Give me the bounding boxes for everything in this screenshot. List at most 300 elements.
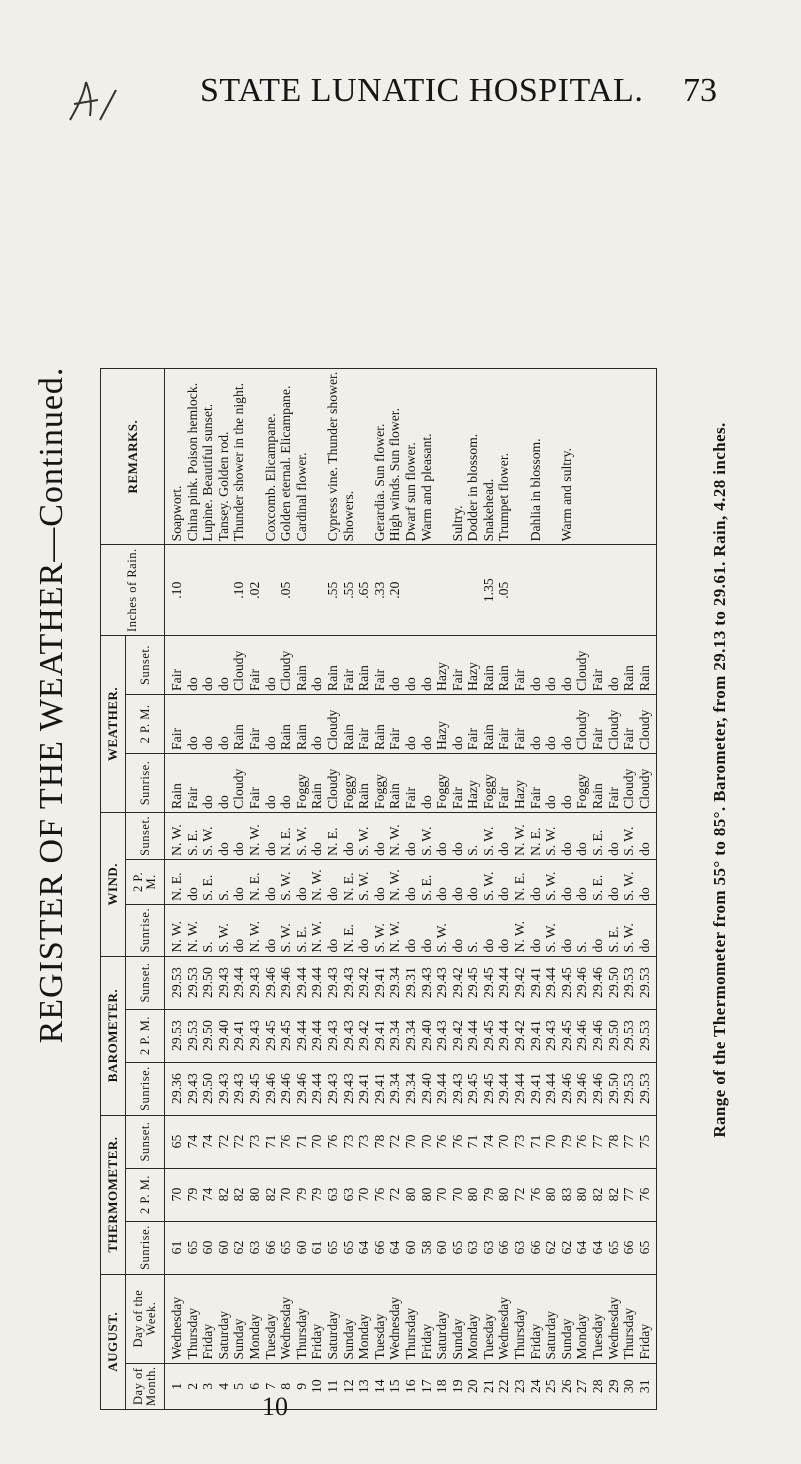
barometer-sunrise-cell: 29.43 [325, 1062, 341, 1115]
barometer-2pm-cell: 29.42 [356, 1009, 372, 1062]
barometer-sunset-cell: 29.42 [450, 956, 466, 1009]
day-of-month-cell: 11 [325, 1363, 341, 1409]
day-of-month-cell: 7 [263, 1363, 279, 1409]
weather-sunset-cell: do [403, 635, 419, 694]
thermometer-2pm-cell: 82 [231, 1168, 247, 1221]
barometer-sunrise-cell: 29.43 [185, 1062, 201, 1115]
day-of-week-cell: Sunday [450, 1274, 466, 1363]
barometer-2pm-cell: 29.42 [512, 1009, 528, 1062]
remarks-cell: Trumpet flower. [496, 368, 512, 545]
barometer-sunrise-cell: 29.46 [294, 1062, 310, 1115]
weather-sunrise-cell: Foggy [294, 753, 310, 812]
day-of-week-cell: Saturday [325, 1274, 341, 1363]
weather-sunset-cell: do [559, 635, 575, 694]
remarks-cell: Thunder shower in the night. [231, 368, 247, 545]
thermometer-sunrise-cell: 60 [216, 1221, 232, 1274]
day-of-month-cell: 18 [434, 1363, 450, 1409]
barometer-sunset-cell: 29.31 [403, 956, 419, 1009]
barometer-sunrise-cell: 29.53 [637, 1062, 657, 1115]
wind-2pm-cell: do [325, 859, 341, 904]
handwritten-mark-icon [64, 76, 124, 128]
register-rows [165, 368, 657, 1409]
barometer-sunset-cell: 29.43 [216, 956, 232, 1009]
rain-cell: .02 [247, 545, 263, 636]
weather-sunrise-cell: Hazy [512, 753, 528, 812]
weather-2pm-cell: do [543, 694, 559, 753]
thermometer-sunrise-cell: 61 [165, 1221, 185, 1274]
thermometer-sunrise-cell: 63 [465, 1221, 481, 1274]
wind-2pm-cell: do [465, 859, 481, 904]
range-summary-text: Range of the Thermometer from 55° to 85°. Barometer, from 29.13 to 29.61. Rain, 4.28 inches. [710, 422, 729, 1138]
barometer-sunset-cell: 29.45 [559, 956, 575, 1009]
thermometer-sunrise-cell: 60 [434, 1221, 450, 1274]
weather-2pm-cell: Rain [278, 694, 294, 753]
weather-heading: WEATHER. [101, 635, 126, 812]
thermometer-sunrise-cell: 62 [559, 1221, 575, 1274]
weather-sunset-cell: do [606, 635, 622, 694]
barometer-sunrise-cell: 29.44 [309, 1062, 325, 1115]
register-title-text: REGISTER OF THE WEATHER—Continued. [33, 366, 70, 1044]
day-of-week-cell: Wednesday [387, 1274, 403, 1363]
remarks-cell: Showers. [341, 368, 357, 545]
barometer-sunrise-cell: 29.43 [341, 1062, 357, 1115]
day-of-month-cell: 25 [543, 1363, 559, 1409]
thermometer-sunset-cell: 74 [200, 1115, 216, 1168]
barometer-sunrise-cell: 29.34 [403, 1062, 419, 1115]
thermometer-sunrise-cell: 65 [278, 1221, 294, 1274]
day-of-week-cell: Wednesday [278, 1274, 294, 1363]
wind-sunset-cell: do [231, 812, 247, 859]
day-of-week-cell: Tuesday [590, 1274, 606, 1363]
thermometer-sunset-cell: 76 [278, 1115, 294, 1168]
rain-cell: .05 [278, 545, 294, 636]
table-row [512, 368, 528, 1409]
wind-sunset-cell: N. E. [528, 812, 544, 859]
rain-cell [419, 545, 435, 636]
remarks-cell: Warm and pleasant. [419, 368, 435, 545]
table-row [528, 368, 544, 1409]
barometer-sunset-cell: 29.50 [200, 956, 216, 1009]
barometer-sunrise-cell: 29.41 [356, 1062, 372, 1115]
thermometer-2pm-cell: 83 [559, 1168, 575, 1221]
wind-2pm-cell: do [403, 859, 419, 904]
weather-2pm-cell: Fair [512, 694, 528, 753]
remarks-cell [434, 368, 450, 545]
weather-2pm-cell: do [200, 694, 216, 753]
day-of-month-cell: 21 [481, 1363, 497, 1409]
weather-sunset-cell: do [543, 635, 559, 694]
wind-2pm-cell: S. E. [419, 859, 435, 904]
weather-sunset-cell: Rain [325, 635, 341, 694]
thermometer-2pm-cell: 80 [403, 1168, 419, 1221]
rain-cell: .55 [341, 545, 357, 636]
remarks-cell [590, 368, 606, 545]
barometer-2pm-cell: 29.44 [465, 1009, 481, 1062]
thermometer-sunrise-heading: Sunrise. [126, 1221, 165, 1274]
thermometer-sunrise-cell: 66 [528, 1221, 544, 1274]
barometer-2pm-cell: 29.44 [309, 1009, 325, 1062]
wind-sunset-cell: do [434, 812, 450, 859]
day-of-month-cell: 26 [559, 1363, 575, 1409]
weather-sunrise-cell: Foggy [341, 753, 357, 812]
thermometer-sunrise-cell: 64 [356, 1221, 372, 1274]
barometer-sunset-cell: 29.43 [325, 956, 341, 1009]
day-of-month-cell: 13 [356, 1363, 372, 1409]
wind-sunset-cell: S. E. [590, 812, 606, 859]
wind-sunrise-heading: Sunrise. [126, 904, 165, 956]
thermometer-sunrise-cell: 66 [496, 1221, 512, 1274]
weather-2pm-cell: Rain [294, 694, 310, 753]
weather-2pm-cell: Fair [496, 694, 512, 753]
rain-cell: .33 [372, 545, 388, 636]
wind-sunrise-cell: S. [465, 904, 481, 956]
barometer-2pm-cell: 29.45 [481, 1009, 497, 1062]
barometer-sunset-cell: 29.53 [165, 956, 185, 1009]
wind-sunset-cell: do [637, 812, 657, 859]
weather-sunset-heading: Sunset. [126, 635, 165, 694]
wind-2pm-cell: do [450, 859, 466, 904]
table-row [294, 368, 310, 1409]
table-row [450, 368, 466, 1409]
weather-sunrise-cell: Foggy [372, 753, 388, 812]
wind-2pm-cell: N. E. [165, 859, 185, 904]
thermometer-sunrise-cell: 62 [231, 1221, 247, 1274]
thermometer-sunset-cell: 76 [434, 1115, 450, 1168]
barometer-sunset-cell: 29.53 [185, 956, 201, 1009]
day-of-week-cell: Friday [528, 1274, 544, 1363]
thermometer-2pm-cell: 80 [496, 1168, 512, 1221]
thermometer-2pm-cell: 82 [216, 1168, 232, 1221]
day-of-month-cell: 20 [465, 1363, 481, 1409]
barometer-sunrise-cell: 29.44 [434, 1062, 450, 1115]
thermometer-sunrise-cell: 63 [481, 1221, 497, 1274]
barometer-2pm-cell: 29.45 [263, 1009, 279, 1062]
weather-2pm-cell: Rain [341, 694, 357, 753]
wind-sunrise-cell: do [419, 904, 435, 956]
day-of-month-cell: 3 [200, 1363, 216, 1409]
day-of-week-cell: Monday [247, 1274, 263, 1363]
wind-sunrise-cell: do [496, 904, 512, 956]
weather-2pm-cell: Fair [247, 694, 263, 753]
table-row [387, 368, 403, 1409]
thermometer-2pm-cell: 80 [465, 1168, 481, 1221]
wind-sunrise-cell: S. [200, 904, 216, 956]
weather-2pm-cell: Rain [372, 694, 388, 753]
remarks-cell: Dahlia in blossom. [528, 368, 544, 545]
thermometer-sunset-cell: 72 [387, 1115, 403, 1168]
day-of-month-cell: 1 [165, 1363, 185, 1409]
wind-2pm-cell: S. W. [356, 859, 372, 904]
barometer-2pm-cell: 29.43 [341, 1009, 357, 1062]
barometer-sunrise-cell: 29.53 [621, 1062, 637, 1115]
remarks-cell: China pink. Poison hemlock. [185, 368, 201, 545]
thermometer-sunset-cell: 70 [403, 1115, 419, 1168]
barometer-sunset-cell: 29.45 [465, 956, 481, 1009]
day-of-week-cell: Friday [309, 1274, 325, 1363]
thermometer-2pm-cell: 63 [325, 1168, 341, 1221]
range-summary [700, 150, 740, 1410]
table-row [247, 368, 263, 1409]
thermometer-sunrise-cell: 64 [590, 1221, 606, 1274]
table-row [434, 368, 450, 1409]
table-row [231, 368, 247, 1409]
rain-cell [637, 545, 657, 636]
wind-2pm-cell: N. E. [247, 859, 263, 904]
barometer-sunset-cell: 29.43 [419, 956, 435, 1009]
thermometer-sunrise-cell: 60 [403, 1221, 419, 1274]
day-of-week-cell: Thursday [294, 1274, 310, 1363]
day-of-month-cell: 27 [574, 1363, 590, 1409]
rain-cell [606, 545, 622, 636]
wind-sunset-cell: S. E. [185, 812, 201, 859]
table-row [481, 368, 497, 1409]
barometer-sunrise-cell: 29.46 [559, 1062, 575, 1115]
barometer-2pm-cell: 29.53 [185, 1009, 201, 1062]
wind-2pm-cell: do [496, 859, 512, 904]
thermometer-sunset-cell: 73 [512, 1115, 528, 1168]
thermometer-sunset-cell: 70 [543, 1115, 559, 1168]
weather-2pm-cell: do [419, 694, 435, 753]
remarks-cell [543, 368, 559, 545]
wind-2pm-cell: N. E. [512, 859, 528, 904]
table-row [559, 368, 575, 1409]
wind-sunrise-cell: S. E. [294, 904, 310, 956]
remarks-cell [247, 368, 263, 545]
barometer-sunrise-cell: 29.34 [387, 1062, 403, 1115]
barometer-sunset-cell: 29.43 [247, 956, 263, 1009]
wind-sunset-cell: do [341, 812, 357, 859]
weather-sunrise-cell: Cloudy [231, 753, 247, 812]
wind-sunset-cell: do [263, 812, 279, 859]
weather-sunset-cell: Rain [294, 635, 310, 694]
rain-cell [574, 545, 590, 636]
thermometer-sunset-cell: 72 [231, 1115, 247, 1168]
wind-2pm-cell: S. E. [590, 859, 606, 904]
barometer-sunset-cell: 29.50 [606, 956, 622, 1009]
remarks-cell [621, 368, 637, 545]
thermometer-sunrise-cell: 65 [185, 1221, 201, 1274]
rain-cell [309, 545, 325, 636]
barometer-2pm-cell: 29.43 [325, 1009, 341, 1062]
day-of-month-cell: 6 [247, 1363, 263, 1409]
weather-sunrise-cell: Cloudy [621, 753, 637, 812]
barometer-sunrise-cell: 29.41 [372, 1062, 388, 1115]
weather-sunrise-cell: do [200, 753, 216, 812]
wind-sunset-cell: N. W. [165, 812, 185, 859]
wind-sunset-cell: N. W. [512, 812, 528, 859]
weather-sunset-cell: do [200, 635, 216, 694]
weather-sunset-cell: Fair [341, 635, 357, 694]
wind-sunset-cell: S. W. [481, 812, 497, 859]
rain-cell [216, 545, 232, 636]
thermometer-sunset-cell: 76 [325, 1115, 341, 1168]
table-row [185, 368, 201, 1409]
weather-sunset-cell: Fair [247, 635, 263, 694]
barometer-sunset-cell: 29.44 [231, 956, 247, 1009]
rain-cell: .10 [165, 545, 185, 636]
wind-sunset-cell: N. E. [278, 812, 294, 859]
thermometer-sunrise-cell: 60 [294, 1221, 310, 1274]
weather-sunset-cell: Fair [450, 635, 466, 694]
barometer-2pm-cell: 29.46 [590, 1009, 606, 1062]
remarks-cell: Gerardia. Sun flower. [372, 368, 388, 545]
barometer-2pm-cell: 29.40 [216, 1009, 232, 1062]
wind-2pm-cell: do [231, 859, 247, 904]
thermometer-2pm-cell: 82 [606, 1168, 622, 1221]
barometer-2pm-cell: 29.41 [231, 1009, 247, 1062]
thermometer-sunset-cell: 71 [263, 1115, 279, 1168]
wind-sunset-cell: do [309, 812, 325, 859]
barometer-sunset-cell: 29.42 [356, 956, 372, 1009]
thermometer-2pm-cell: 80 [247, 1168, 263, 1221]
weather-sunrise-cell: Cloudy [325, 753, 341, 812]
thermometer-2pm-cell: 79 [185, 1168, 201, 1221]
thermometer-2pm-cell: 80 [419, 1168, 435, 1221]
weather-2pm-cell: Rain [481, 694, 497, 753]
barometer-sunset-heading: Sunset. [126, 956, 165, 1009]
wind-sunrise-cell: do [528, 904, 544, 956]
rain-cell: .55 [325, 545, 341, 636]
barometer-2pm-cell: 29.34 [403, 1009, 419, 1062]
thermometer-sunrise-cell: 65 [325, 1221, 341, 1274]
day-of-month-cell: 16 [403, 1363, 419, 1409]
thermometer-2pm-cell: 74 [200, 1168, 216, 1221]
wind-sunrise-cell: do [481, 904, 497, 956]
day-of-week-cell: Thursday [185, 1274, 201, 1363]
table-row [606, 368, 622, 1409]
barometer-sunset-cell: 29.44 [294, 956, 310, 1009]
wind-sunrise-cell: N. W. [387, 904, 403, 956]
day-of-month-cell: 23 [512, 1363, 528, 1409]
weather-sunset-cell: do [309, 635, 325, 694]
weather-sunset-cell: Fair [590, 635, 606, 694]
day-of-month-cell: 5 [231, 1363, 247, 1409]
barometer-sunrise-cell: 29.44 [543, 1062, 559, 1115]
weather-sunset-cell: Fair [165, 635, 185, 694]
barometer-sunset-cell: 29.53 [637, 956, 657, 1009]
wind-sunrise-cell: N. W. [185, 904, 201, 956]
remarks-cell: Soapwort. [165, 368, 185, 545]
barometer-sunrise-cell: 29.45 [481, 1062, 497, 1115]
rain-cell [543, 545, 559, 636]
rain-cell [621, 545, 637, 636]
thermometer-sunrise-cell: 61 [309, 1221, 325, 1274]
thermometer-sunrise-cell: 65 [450, 1221, 466, 1274]
weather-sunrise-cell: Rain [356, 753, 372, 812]
table-row [341, 368, 357, 1409]
thermometer-2pm-cell: 80 [574, 1168, 590, 1221]
barometer-sunset-cell: 29.46 [574, 956, 590, 1009]
weather-sunrise-heading: Sunrise. [126, 753, 165, 812]
wind-sunset-cell: S. W. [200, 812, 216, 859]
thermometer-2pm-cell: 76 [528, 1168, 544, 1221]
thermometer-sunrise-cell: 66 [372, 1221, 388, 1274]
thermometer-2pm-cell: 77 [621, 1168, 637, 1221]
thermometer-sunset-cell: 70 [496, 1115, 512, 1168]
rain-cell [465, 545, 481, 636]
thermometer-2pm-cell: 82 [590, 1168, 606, 1221]
weather-sunset-cell: Rain [481, 635, 497, 694]
weather-2pm-cell: do [263, 694, 279, 753]
thermometer-sunset-cell: 73 [247, 1115, 263, 1168]
barometer-sunset-cell: 29.46 [263, 956, 279, 1009]
rain-cell [403, 545, 419, 636]
wind-sunrise-cell: do [231, 904, 247, 956]
thermometer-sunset-cell: 65 [165, 1115, 185, 1168]
thermometer-sunrise-cell: 65 [637, 1221, 657, 1274]
weather-sunset-cell: Cloudy [231, 635, 247, 694]
wind-sunset-cell: do [574, 812, 590, 859]
weather-sunset-cell: Rain [637, 635, 657, 694]
thermometer-2pm-cell: 70 [356, 1168, 372, 1221]
day-of-week-cell: Saturday [434, 1274, 450, 1363]
wind-sunset-cell: S. W. [294, 812, 310, 859]
rain-cell [559, 545, 575, 636]
barometer-sunrise-cell: 29.50 [606, 1062, 622, 1115]
weather-sunset-cell: Fair [512, 635, 528, 694]
rain-cell [185, 545, 201, 636]
wind-sunset-cell: S. W. [621, 812, 637, 859]
barometer-sunrise-cell: 29.43 [450, 1062, 466, 1115]
barometer-sunrise-cell: 29.44 [496, 1062, 512, 1115]
barometer-sunrise-cell: 29.50 [200, 1062, 216, 1115]
barometer-sunset-cell: 29.43 [341, 956, 357, 1009]
day-of-month-heading: Day of Month. [126, 1363, 165, 1409]
thermometer-sunset-cell: 71 [294, 1115, 310, 1168]
day-of-week-cell: Friday [200, 1274, 216, 1363]
barometer-sunrise-cell: 29.41 [528, 1062, 544, 1115]
barometer-sunrise-cell: 29.36 [165, 1062, 185, 1115]
day-of-week-cell: Friday [419, 1274, 435, 1363]
thermometer-sunset-cell: 71 [465, 1115, 481, 1168]
wind-sunset-cell: S. W. [419, 812, 435, 859]
weather-sunrise-cell: do [216, 753, 232, 812]
register-title [28, 140, 76, 1270]
table-row [278, 368, 294, 1409]
weather-sunrise-cell: Rain [387, 753, 403, 812]
wind-2pm-cell: do [528, 859, 544, 904]
day-of-month-cell: 19 [450, 1363, 466, 1409]
rain-cell [512, 545, 528, 636]
wind-sunset-cell: N. E. [325, 812, 341, 859]
weather-sunset-cell: Cloudy [574, 635, 590, 694]
table-row [590, 368, 606, 1409]
remarks-cell [512, 368, 528, 545]
wind-sunrise-cell: N. E. [341, 904, 357, 956]
barometer-2pm-cell: 29.50 [200, 1009, 216, 1062]
rain-cell: 1.35 [481, 545, 497, 636]
weather-2pm-cell: Cloudy [574, 694, 590, 753]
table-row [309, 368, 325, 1409]
weather-sunrise-cell: Fair [528, 753, 544, 812]
remarks-cell: Tansey. Golden rod. [216, 368, 232, 545]
table-row [419, 368, 435, 1409]
barometer-2pm-heading: 2 P. M. [126, 1009, 165, 1062]
weather-2pm-cell: Fair [356, 694, 372, 753]
wind-sunset-cell: do [606, 812, 622, 859]
remarks-cell [356, 368, 372, 545]
wind-sunrise-cell: S. [574, 904, 590, 956]
weather-2pm-cell: do [216, 694, 232, 753]
barometer-sunrise-cell: 29.40 [419, 1062, 435, 1115]
rain-cell [200, 545, 216, 636]
thermometer-2pm-cell: 76 [637, 1168, 657, 1221]
wind-sunset-cell: do [496, 812, 512, 859]
barometer-sunrise-cell: 29.44 [512, 1062, 528, 1115]
weather-sunset-cell: Hazy [434, 635, 450, 694]
thermometer-2pm-cell: 70 [450, 1168, 466, 1221]
wind-2pm-cell: do [434, 859, 450, 904]
